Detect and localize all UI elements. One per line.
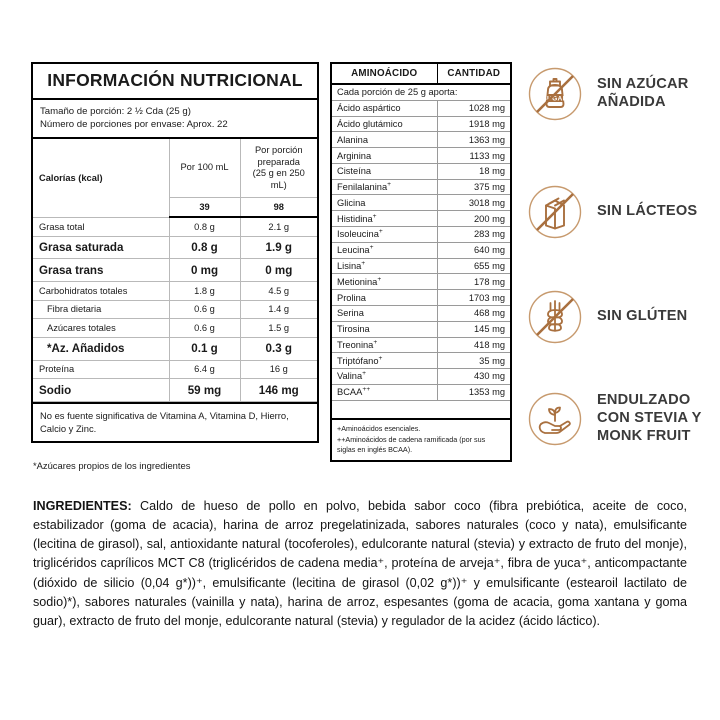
nutrient-name: Grasa total (33, 217, 169, 236)
nutrient-name: *Az. Añadidos (33, 338, 169, 360)
amino-row (332, 305, 510, 321)
amino-row (332, 258, 510, 274)
amino-name: Ácido aspártico (332, 100, 437, 116)
amino-amount: 1133 mg (437, 148, 510, 164)
amino-amount: 640 mg (437, 242, 510, 258)
nutrient-value-per-100ml: 0.6 g (169, 300, 240, 319)
amino-amount: 1918 mg (437, 116, 510, 132)
nutrient-name: Azúcares totales (33, 319, 169, 338)
amino-row (332, 100, 510, 116)
nutrient-value-per-100ml: 0 mg (169, 259, 240, 281)
amino-acid-table (332, 64, 510, 401)
amino-name: Metionina+ (332, 274, 437, 290)
calories-value-per-100ml: 39 (169, 198, 240, 217)
nutrient-value-per-serving: 1.5 g (240, 319, 317, 338)
amino-row (332, 148, 510, 164)
amino-header-name: AMINOÁCIDO (332, 64, 437, 84)
nutrient-value-per-serving: 0 mg (240, 259, 317, 281)
nutrient-value-per-serving: 1.9 g (240, 237, 317, 259)
nutrient-value-per-100ml: 59 mg (169, 379, 240, 401)
amino-row (332, 321, 510, 337)
amino-row (332, 163, 510, 179)
serving-size: Tamaño de porción: 2 ½ Cda (25 g) (40, 106, 191, 117)
nutrient-value-per-100ml: 1.8 g (169, 281, 240, 300)
amino-row (332, 179, 510, 195)
amino-amount: 18 mg (437, 163, 510, 179)
amino-footnote-essential: +Aminoácidos esenciales. (337, 424, 421, 434)
amino-row (332, 384, 510, 400)
nutrient-value-per-serving: 146 mg (240, 379, 317, 401)
servings-per-container: Número de porciones por envase: Aprox. 22 (40, 119, 228, 131)
badge-no-gluten-label: SIN GLÚTEN (597, 308, 688, 325)
amino-row (332, 132, 510, 148)
amino-amount: 1028 mg (437, 100, 510, 116)
badge-no-dairy (527, 184, 697, 240)
nutrient-value-per-100ml: 0.6 g (169, 319, 240, 338)
amino-amount: 1353 mg (437, 384, 510, 400)
column-header-per-serving: Por porción preparada (25 g en 250 mL) (240, 139, 317, 197)
nutrient-row (33, 379, 317, 401)
amino-row (332, 227, 510, 243)
nutrient-row (33, 237, 317, 259)
badge-no-added-sugar (527, 66, 720, 122)
nutrient-name: Proteína (33, 360, 169, 379)
amino-amount: 375 mg (437, 179, 510, 195)
amino-amount: 200 mg (437, 211, 510, 227)
amino-name: Fenilalanina+ (332, 179, 437, 195)
amino-amount: 468 mg (437, 305, 510, 321)
amino-row (332, 290, 510, 306)
nutrient-value-per-serving: 0.3 g (240, 338, 317, 360)
badge-no-added-sugar-label: SIN AZÚCAR AÑADIDA (597, 76, 689, 110)
badge-stevia-monkfruit (527, 391, 720, 447)
nutrient-name: Fibra dietaria (33, 300, 169, 319)
stevia-monkfruit-icon (527, 391, 583, 447)
calories-value-per-serving: 98 (240, 198, 317, 217)
nutrient-value-per-100ml: 0.1 g (169, 338, 240, 360)
nutrient-value-per-100ml: 0.8 g (169, 217, 240, 236)
amino-name: Histidina+ (332, 211, 437, 227)
amino-row (332, 337, 510, 353)
amino-amount: 3018 mg (437, 195, 510, 211)
amino-header-amount: CANTIDAD (437, 64, 510, 84)
nutrient-row (33, 300, 317, 319)
badge-no-gluten (527, 289, 687, 345)
nutrient-name: Grasa saturada (33, 237, 169, 259)
amino-name: Leucina+ (332, 242, 437, 258)
ingredients-text: Caldo de hueso de pollo en polvo, bebida sabor coco (fibra prebiótica, aceite de coco, estabilizador (goma de acacia), harina de arroz pregelatinizada, sabores naturales (coco y nata), emulsificante (lecitina de girasol), sal, antioxidante natural (tocoferoles), edulcorante natural (stevia) y extracto de fruto del monje), triglicéridos caprílicos MCT C8 (triglicéridos de cadena media⁺, proteína de arveja⁺, fibra de yuca⁺, anticompactante (dióxido de silicio (0,04 g*))⁺, emulsificante (lecitina de girasol (0,02 g*))⁺ y emulsificante (estearoil lactilato de sodio)*), sabores naturales (vainilla y nata), harina de arroz, espesantes (goma de acacia, goma xantana y goma guar), extracto de fruto del monje, edulcorante natural (stevia) y regulador de la acidez (ácido láctico). (33, 499, 687, 628)
amino-row (332, 242, 510, 258)
nutrient-row (33, 217, 317, 236)
nutrition-table (33, 139, 317, 401)
amino-row (332, 369, 510, 385)
amino-name: Serina (332, 305, 437, 321)
nutrient-value-per-serving: 4.5 g (240, 281, 317, 300)
amino-name: Cisteína (332, 163, 437, 179)
nutrient-name: Grasa trans (33, 259, 169, 281)
amino-name: Valina+ (332, 369, 437, 385)
nutrition-footer-note: No es fuente significativa de Vitamina A, Vitamina D, Hierro, Calcio y Zinc. (33, 402, 317, 441)
amino-row (332, 353, 510, 369)
amino-amount: 1363 mg (437, 132, 510, 148)
amino-amount: 655 mg (437, 258, 510, 274)
amino-amount: 178 mg (437, 274, 510, 290)
no-gluten-icon (527, 289, 583, 345)
no-dairy-icon (527, 184, 583, 240)
amino-name: Lisina+ (332, 258, 437, 274)
amino-row (332, 116, 510, 132)
amino-name: Glicina (332, 195, 437, 211)
added-sugar-note: *Azúcares propios de los ingredientes (33, 460, 191, 471)
nutrient-value-per-serving: 2.1 g (240, 217, 317, 236)
amino-intro: Cada porción de 25 g aporta: (332, 84, 510, 100)
nutrient-value-per-serving: 16 g (240, 360, 317, 379)
amino-acid-panel (330, 62, 512, 462)
no-sugar-icon (527, 66, 583, 122)
amino-amount: 145 mg (437, 321, 510, 337)
amino-row (332, 195, 510, 211)
amino-name: Ácido glutámico (332, 116, 437, 132)
nutrient-value-per-100ml: 6.4 g (169, 360, 240, 379)
ingredients-heading: INGREDIENTES: (33, 499, 132, 513)
column-header-per-100ml: Por 100 mL (169, 139, 240, 197)
amino-name: Triptófano+ (332, 353, 437, 369)
nutrient-row (33, 281, 317, 300)
nutrition-facts-panel (31, 62, 319, 443)
amino-name: Prolina (332, 290, 437, 306)
amino-name: Treonina+ (332, 337, 437, 353)
badge-stevia-monkfruit-label: ENDULZADO CON STEVIA Y MONK FRUIT (597, 392, 702, 444)
amino-row (332, 274, 510, 290)
nutrition-title: INFORMACIÓN NUTRICIONAL (33, 64, 317, 100)
amino-amount: 430 mg (437, 369, 510, 385)
nutrient-row (33, 360, 317, 379)
amino-footnote-bcaa: ++Aminoácidos de cadena ramificada (por sus siglas en inglés BCAA). (337, 434, 486, 454)
badge-no-dairy-label: SIN LÁCTEOS (597, 203, 698, 220)
amino-name: Isoleucina+ (332, 227, 437, 243)
nutrient-name: Carbohidratos totales (33, 281, 169, 300)
ingredients-paragraph (33, 497, 687, 631)
svg-text:SUGAR: SUGAR (542, 95, 568, 103)
amino-intro-row (332, 84, 510, 100)
nutrient-row (33, 319, 317, 338)
calories-label: Calorías (kcal) (33, 139, 169, 217)
amino-name: Arginina (332, 148, 437, 164)
amino-row (332, 211, 510, 227)
amino-name: Tirosina (332, 321, 437, 337)
calories-header-row (33, 139, 317, 197)
amino-amount: 418 mg (437, 337, 510, 353)
nutrient-value-per-serving: 1.4 g (240, 300, 317, 319)
amino-amount: 35 mg (437, 353, 510, 369)
nutrient-row (33, 338, 317, 360)
nutrient-value-per-100ml: 0.8 g (169, 237, 240, 259)
amino-amount: 283 mg (437, 227, 510, 243)
amino-amount: 1703 mg (437, 290, 510, 306)
amino-name: BCAA++ (332, 384, 437, 400)
nutrient-row (33, 259, 317, 281)
amino-name: Alanina (332, 132, 437, 148)
serving-info (33, 100, 317, 139)
amino-footnotes (332, 418, 510, 460)
nutrient-name: Sodio (33, 379, 169, 401)
